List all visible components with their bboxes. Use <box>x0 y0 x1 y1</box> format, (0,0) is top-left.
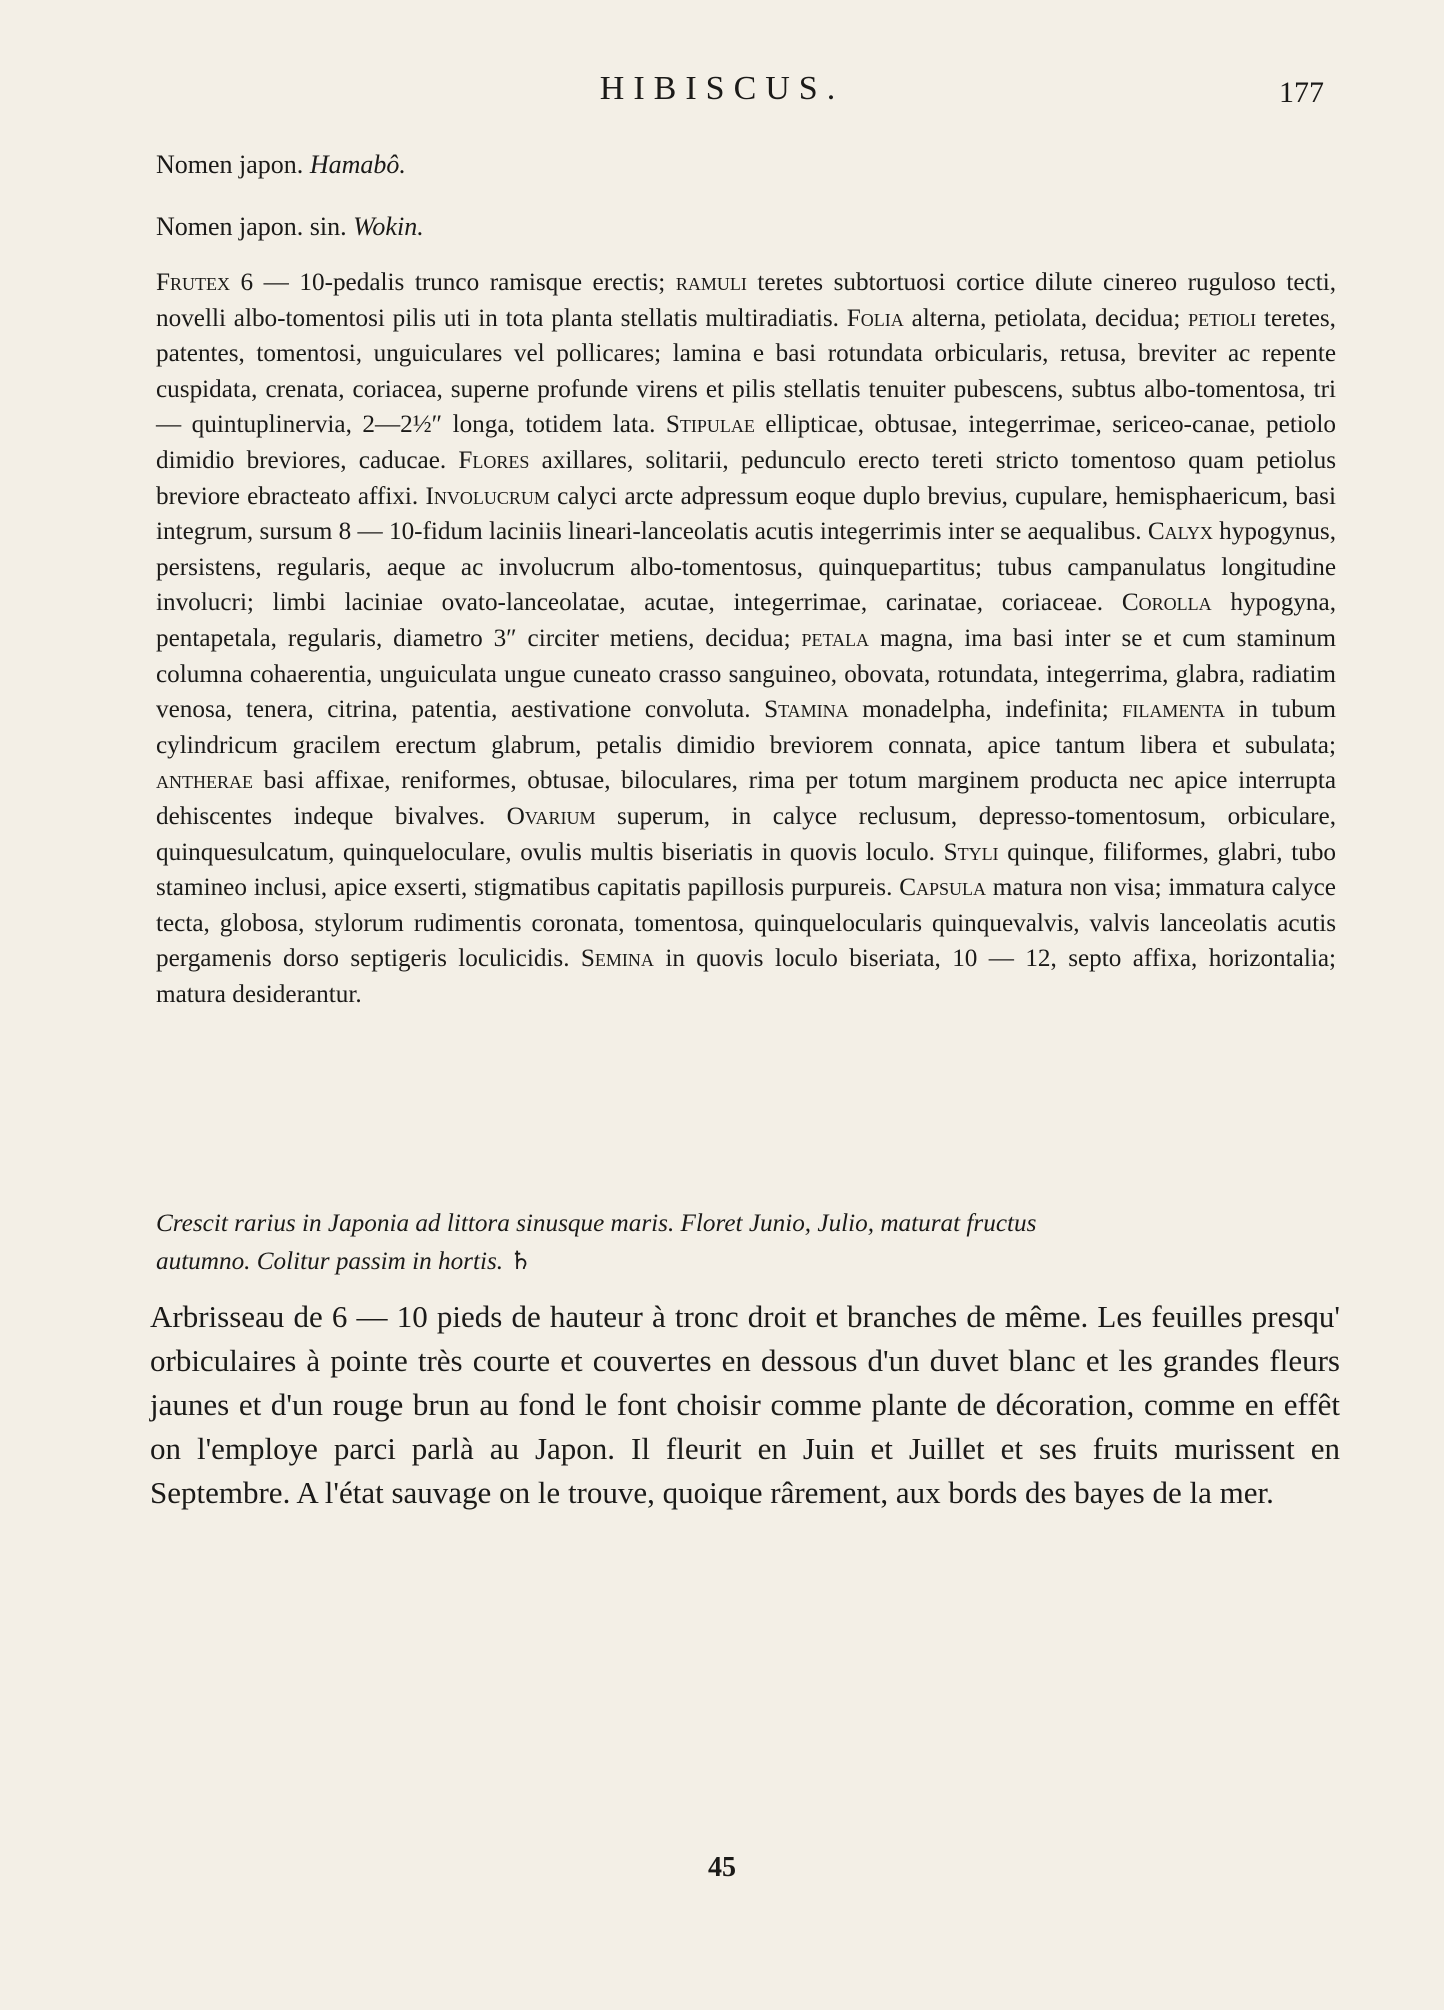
organ-term: Calyx <box>1147 518 1213 546</box>
organ-term: Capsula <box>899 874 987 902</box>
organ-term: petioli <box>1188 304 1257 332</box>
organ-description: basi affixae, reniformes, obtusae, biloculares, rima per totum marginem producta nec apice interrupta dehiscentes indeque bivalves. <box>156 767 1336 830</box>
organ-description: 6 — 10-pedalis trunco ramisque erectis; <box>230 269 676 296</box>
nomen-value: Wokin. <box>353 212 424 241</box>
organ-description: monadelpha, indefinita; <box>848 696 1123 724</box>
habitat-line: Crescit rarius in Japonia ad littora sinusque maris. Floret Junio, Julio, maturat fructus <box>156 1210 1037 1237</box>
organ-term: Flores <box>458 446 530 474</box>
nomen-japonicum-sinicum <box>156 212 1336 242</box>
organ-term: ramuli <box>675 269 747 296</box>
organ-description: axillares, solitarii, pedunculo erecto tereti stricto tomentoso quam petiolus breviore ebracteato affixi. <box>156 446 1336 510</box>
organ-term: Stamina <box>764 696 849 724</box>
organ-term: filamenta <box>1122 696 1225 724</box>
organ-description: teretes, patentes, tomentosi, unguiculares vel pollicares; lamina e basi rotundata orbicularis, retusa, breviter ac repente cuspidata, crenata, coriacea, superne profunde virens et pilis stellatis tenuiter pubescens, subtus albo-tomentosa, tri — quintuplinervia, 2—2½″ longa, totidem lata. <box>156 304 1336 439</box>
organ-description: quinque, filiformes, glabri, tubo stamineo inclusi, apice exserti, stigmatibus capitatis papillosis purpureis. <box>156 838 1337 902</box>
organ-term: petala <box>801 624 870 652</box>
organ-description: ellipticae, obtusae, integerrimae, sericeo-canae, petiolo dimidio breviores, caducae. <box>156 411 1336 474</box>
organ-description: in tubum cylindricum gracilem erectum glabrum, petalis dimidio breviorem connata, apice tantum libera et subulata; <box>156 696 1336 759</box>
organ-term: Ovarium <box>506 802 596 830</box>
organ-term: Styli <box>943 838 999 866</box>
organ-description: teretes subtortuosi cortice dilute cinereo ruguloso tecti, novelli albo-tomentosi pilis uti in tota planta stellatis multiradiatis. <box>156 269 1336 332</box>
latin-description <box>156 265 1336 1012</box>
nomen-label: Nomen japon. sin. <box>156 212 347 241</box>
organ-term: Frutex <box>156 269 231 296</box>
organ-description: magna, ima basi inter se et cum staminum columna cohaerentia, unguiculata ungue cuneato crasso sanguineo, obovata, rotundata, integerrima, glabra, radiatim venosa, tenera, citrina, patentia, aestivatione convoluta. <box>156 624 1336 724</box>
habitat-line: autumno. Colitur passim in hortis. ♄ <box>156 1248 532 1275</box>
organ-description: superum, in calyce reclusum, depresso-tomentosum, orbiculare, quinquesulcatum, quinqueloculare, ovulis multis biseriatis in quovis loculo. <box>156 802 1336 866</box>
organ-term: Involucrum <box>425 482 550 510</box>
signature-mark: 45 <box>708 1852 736 1883</box>
page-header <box>0 62 1444 122</box>
organ-term: antherae <box>156 767 253 795</box>
organ-term: Folia <box>846 304 904 332</box>
running-title: HIBISCUS. <box>599 70 845 107</box>
nomen-label: Nomen japon. <box>156 150 304 179</box>
habitat-paragraph <box>156 1205 1336 1281</box>
organ-description: in quovis loculo biseriata, 10 — 12, septo affixa, horizontalia; matura desiderantur. <box>156 945 1336 1008</box>
organ-term: Stipulae <box>665 411 755 439</box>
nomen-japonicum <box>156 150 1336 180</box>
organ-term: Semina <box>580 945 654 973</box>
organ-description: matura non visa; immatura calyce tecta, globosa, stylorum rudimentis coronata, tomentosa, quinquelocularis quinquevalvis, valvis lanceolatis acutis pergamenis dorso septigeris loculicidis. <box>156 874 1336 973</box>
organ-description: hypogynus, persistens, regularis, aeque ac involucrum albo-tomentosus, quinquepartitus; tubus campanulatus longitudine involucri; limbi laciniae ovato-lanceolatae, acutae, integerrimae, carinatae, coriaceae. <box>156 518 1337 617</box>
organ-description: calyci arcte adpressum eoque duplo brevius, cupulare, hemisphaericum, basi integrum, sursum 8 — 10-fidum laciniis lineari-lanceolatis acutis integerrimis inter se aequalibus. <box>156 482 1336 546</box>
french-description: Arbrisseau de 6 — 10 pieds de hauteur à tronc droit et branches de même. Les feuilles presqu' orbiculaires à pointe très courte et couvertes en dessous d'un duvet blanc et les grandes fleurs jaunes et d'un rouge brun au fond le font choisir comme plante de décoration, comme en effêt on l'employe parci parlà au Japon. Il fleurit en Juin et Juillet et ses fruits murissent en Septembre. A l'état sauvage on le trouve, quoique rârement, aux bords des bayes de la mer. <box>150 1299 1340 1510</box>
nomen-value: Hamabô. <box>309 150 406 179</box>
organ-term: Corolla <box>1121 589 1212 617</box>
page-number: 177 <box>1279 76 1324 109</box>
organ-description: hypogyna, pentapetala, regularis, diametro 3″ circiter metiens, decidua; <box>156 589 1337 652</box>
organ-description: alterna, petiolata, decidua; <box>903 304 1189 332</box>
